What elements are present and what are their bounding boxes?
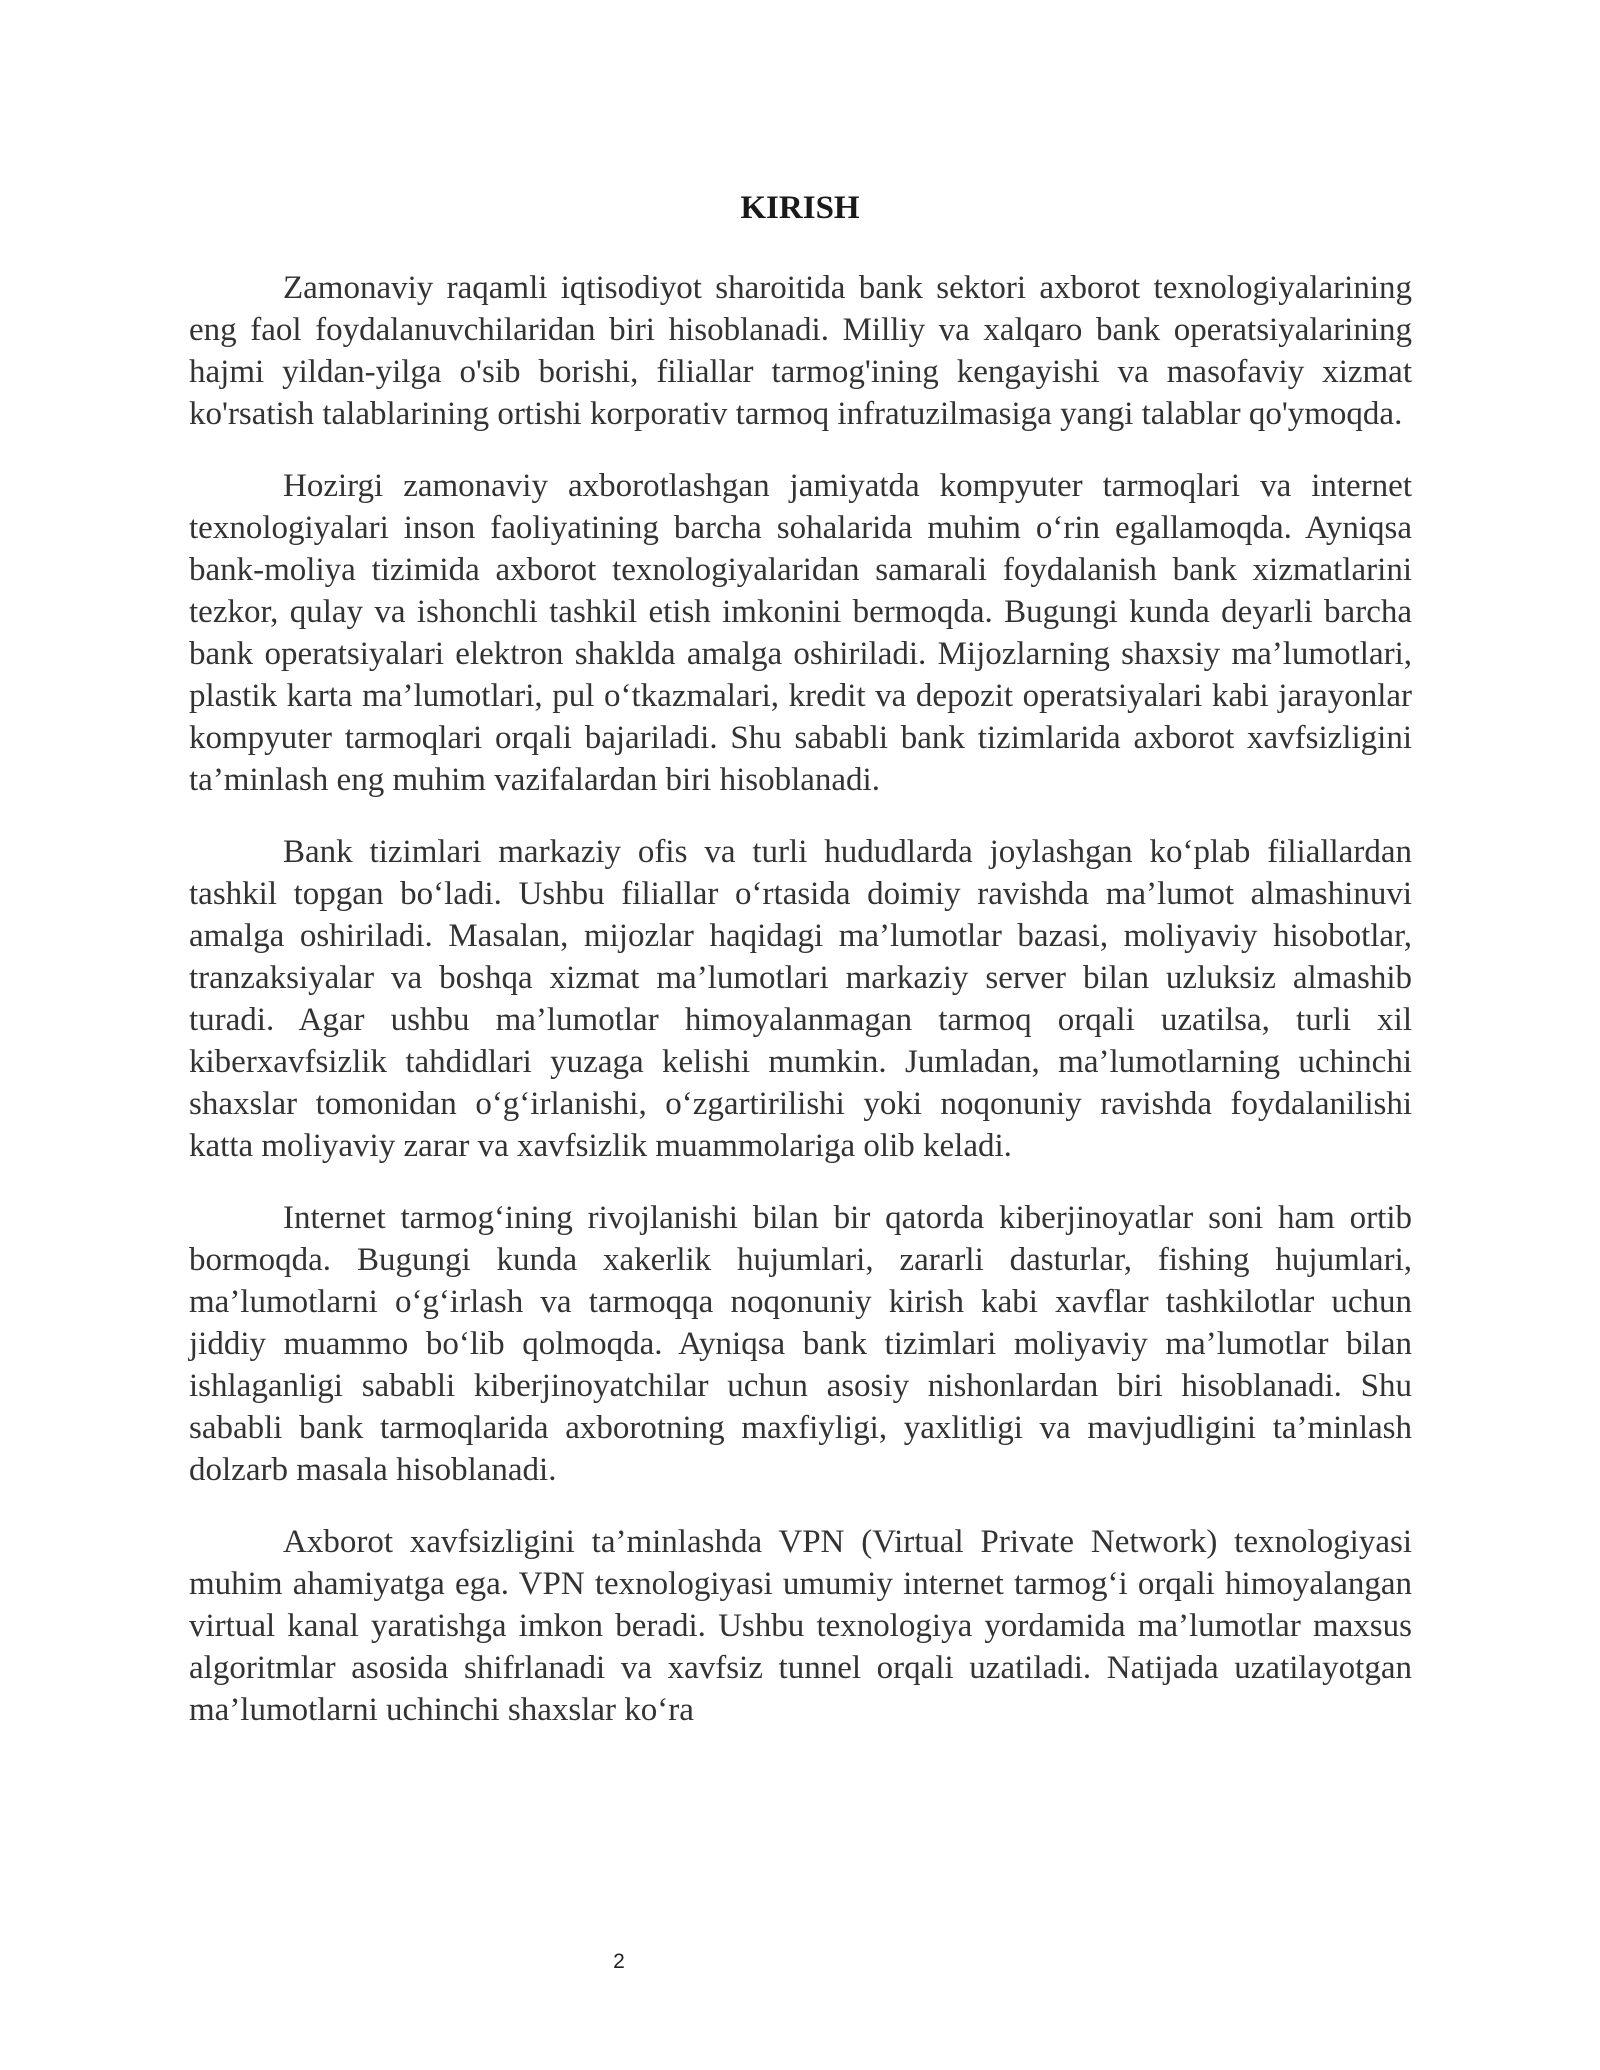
paragraph-5: Axborot xavfsizligini ta’minlashda VPN (Virtual Private Network) texnologiyasi muhim ahamiyatga ega. VPN texnologiyasi umumiy internet tarmog‘i orqali himoyalangan virtual kanal yaratishga imkon beradi. Ushbu texnologiya yordamida ma’lumotlar maxsus algoritmlar asosida shifrlanadi va xavfsiz tunnel orqali uzatiladi. Natijada uzatilayotgan ma’lumotlarni uchinchi shaxslar ko‘ra [189, 1524, 1412, 1728]
paragraph-3: Bank tizimlari markaziy ofis va turli hududlarda joylashgan ko‘plab filiallardan tashkil topgan bo‘ladi. Ushbu filiallar o‘rtasida doimiy ravishda ma’lumot almashinuvi amalga oshiriladi. Masalan, mijozlar haqidagi ma’lumotlar bazasi, moliyaviy hisobotlar, tranzaksiyalar va boshqa xizmat ma’lumotlari markaziy server bilan uzluksiz almashib turadi. Agar ushbu ma’lumotlar himoyalanmagan tarmoq orqali uzatilsa, turli xil kiberxavfsizlik tahdidlari yuzaga kelishi mumkin. Jumladan, ma’lumotlarning uchinchi shaxslar tomonidan o‘g‘irlanishi, o‘zgartirilishi yoki noqonuniy ravishda foydalanilishi katta moliyaviy zarar va xavfsizlik muammolariga olib keladi. [189, 834, 1412, 1164]
page-number: 2 [613, 1950, 625, 1973]
section-heading: KIRISH [740, 190, 860, 226]
paragraph-2: Hozirgi zamonaviy axborotlashgan jamiyatda kompyuter tarmoqlari va internet texnologiyalari inson faoliyatining barcha sohalarida muhim o‘rin egallamoqda. Ayniqsa bank-moliya tizimida axborot texnologiyalaridan samarali foydalanish bank xizmatlarini tezkor, qulay va ishonchli tashkil etish imkonini bermoqda. Bugungi kunda deyarli barcha bank operatsiyalari elektron shaklda amalga oshiriladi. Mijozlarning shaxsiy ma’lumotlari, plastik karta ma’lumotlari, pul o‘tkazmalari, kredit va depozit operatsiyalari kabi jarayonlar kompyuter tarmoqlari orqali bajariladi. Shu sababli bank tizimlarida axborot xavfsizligini ta’minlash eng muhim vazifalardan biri hisoblanadi. [189, 468, 1412, 798]
paragraph-4: Internet tarmog‘ining rivojlanishi bilan bir qatorda kiberjinoyatlar soni ham ortib bormoqda. Bugungi kunda xakerlik hujumlari, zararli dasturlar, fishing hujumlari, ma’lumotlarni o‘g‘irlash va tarmoqqa noqonuniy kirish kabi xavflar tashkilotlar uchun jiddiy muammo bo‘lib qolmoqda. Ayniqsa bank tizimlari moliyaviy ma’lumotlar bilan ishlaganligi sababli kiberjinoyatchilar uchun asosiy nishonlardan biri hisoblanadi. Shu sababli bank tarmoqlarida axborotning maxfiyligi, yaxlitligi va mavjudligini ta’minlash dolzarb masala hisoblanadi. [189, 1200, 1412, 1488]
body-text [189, 267, 1412, 1761]
paragraph-1: Zamonaviy raqamli iqtisodiyot sharoitida bank sektori axborot texnologiyalarining eng faol foydalanuvchilaridan biri hisoblanadi. Milliy va xalqaro bank operatsiyalarining hajmi yildan-yilga o'sib borishi, filiallar tarmog'ining kengayishi va masofaviy xizmat ko'rsatish talablarining ortishi korporativ tarmoq infratuzilmasiga yangi talablar qo'ymoqda. [189, 270, 1412, 432]
